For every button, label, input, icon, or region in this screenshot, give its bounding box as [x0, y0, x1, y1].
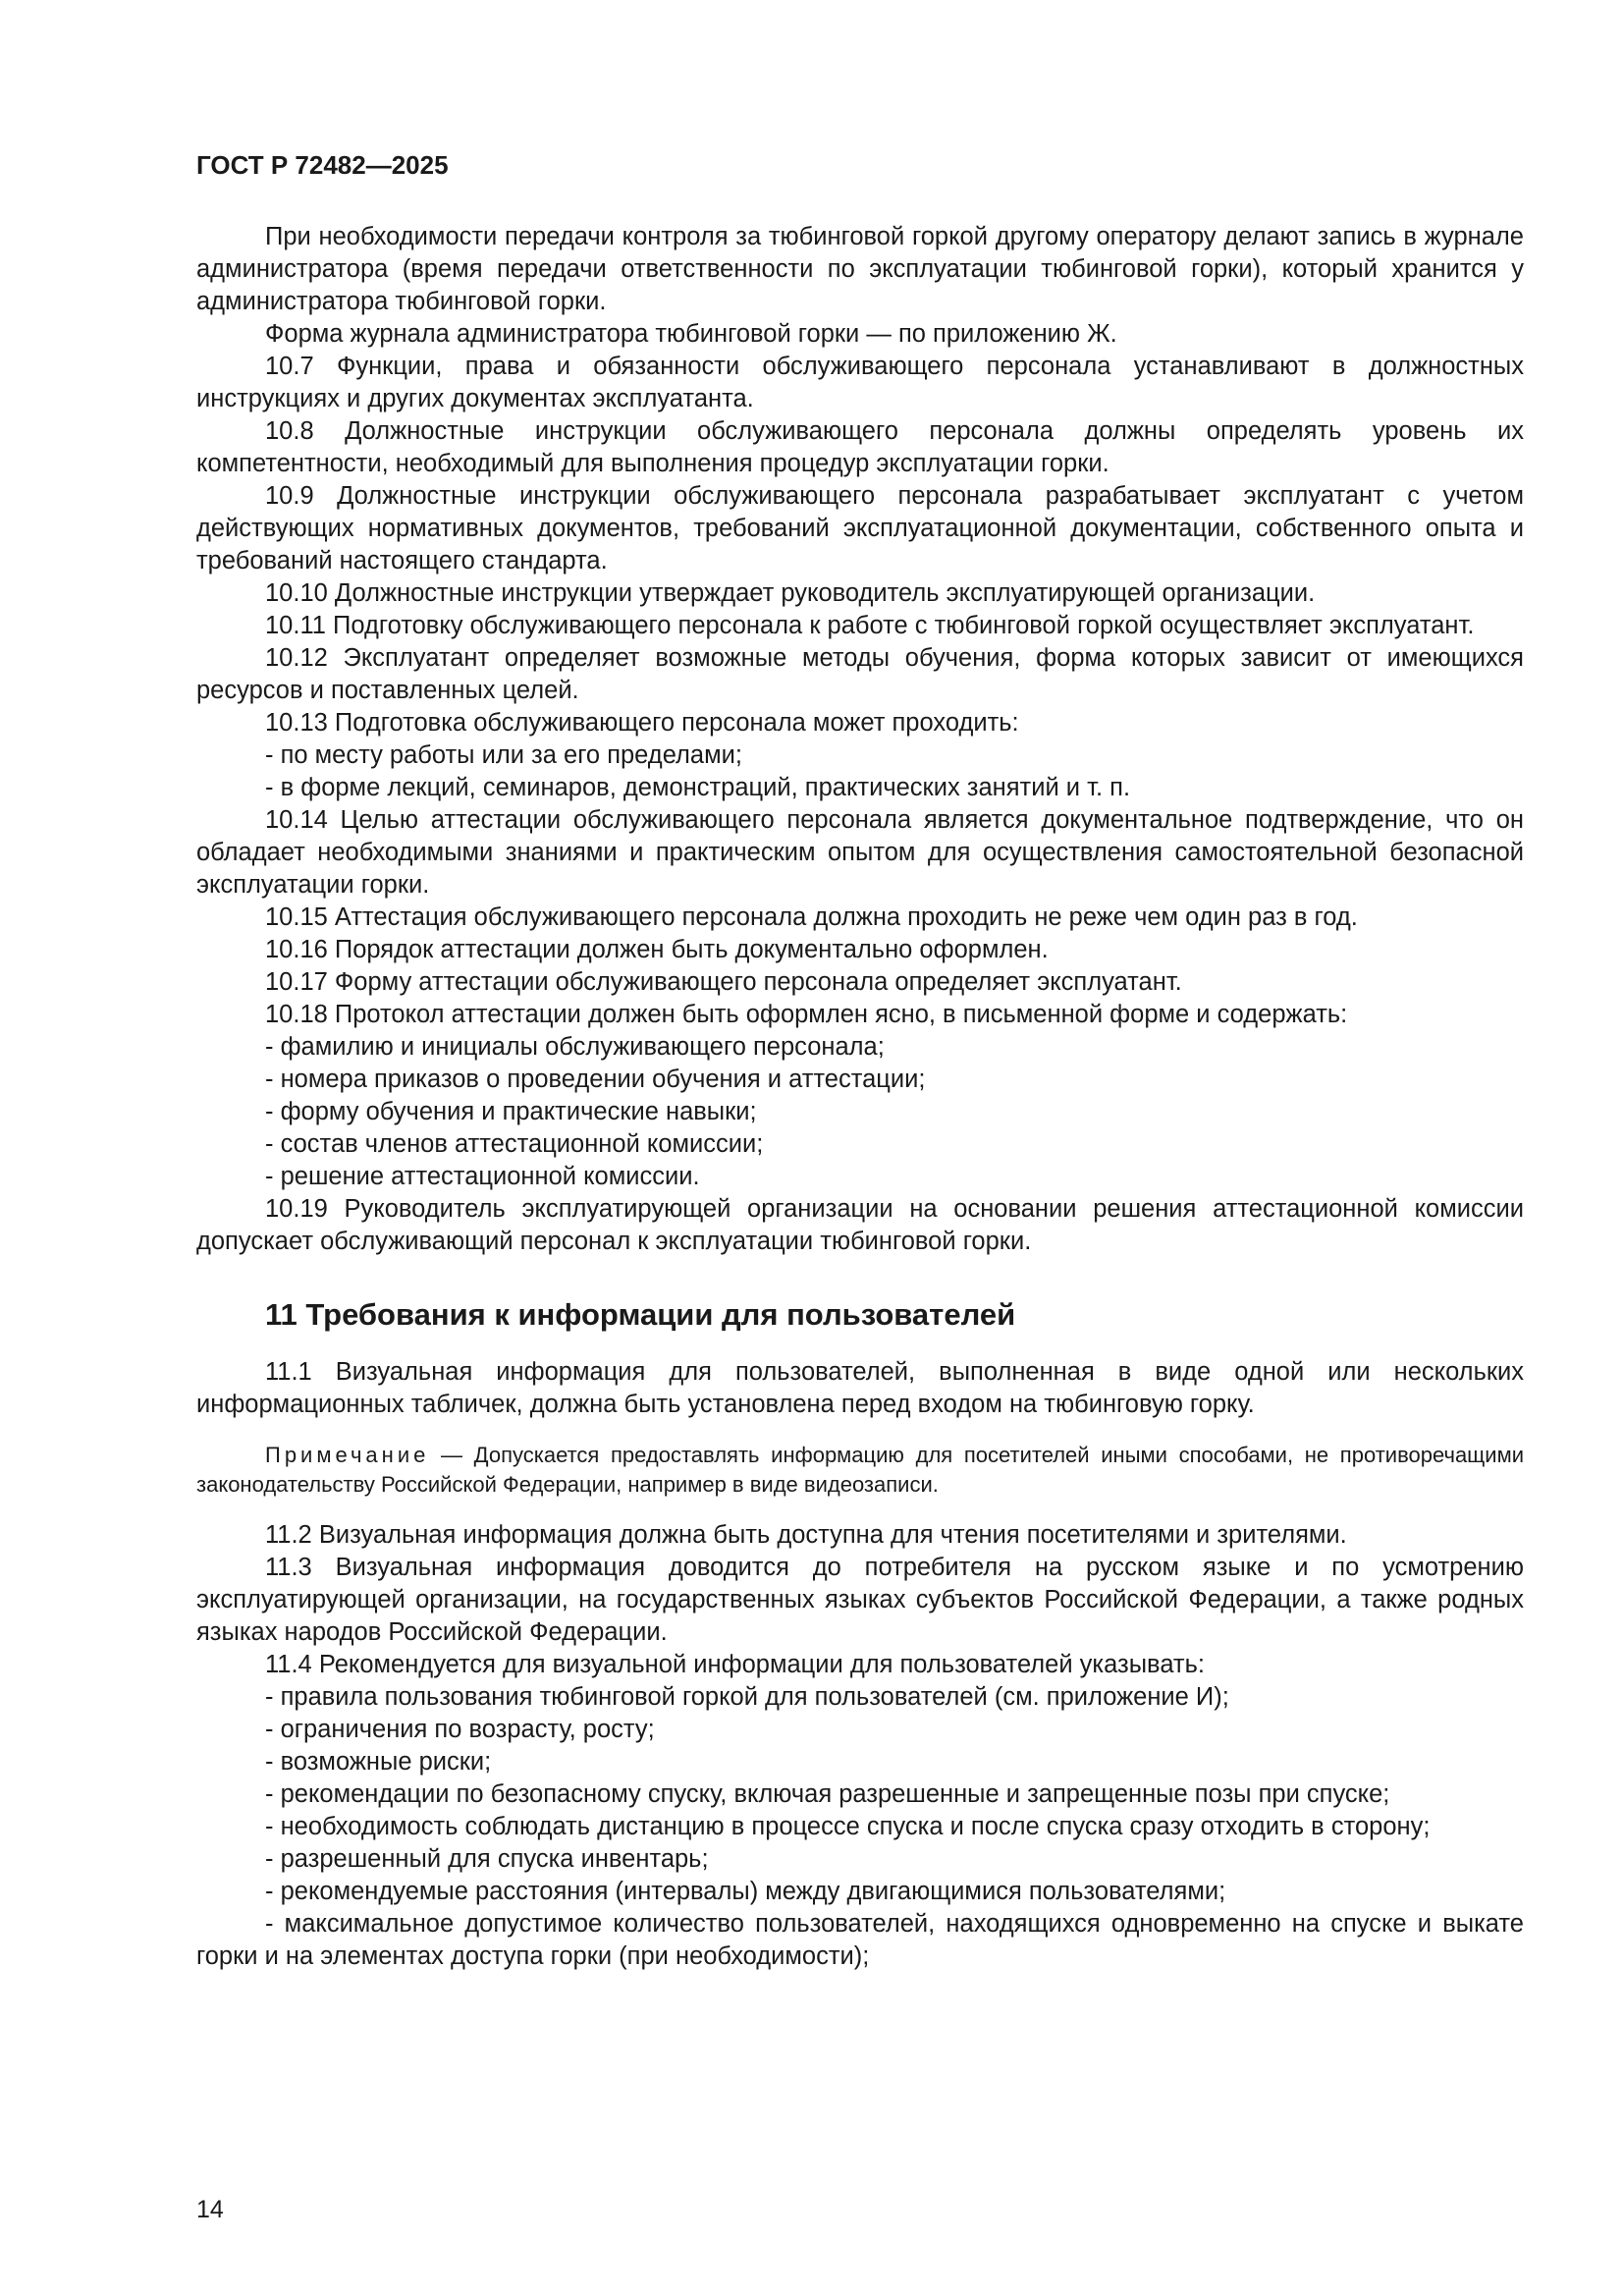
- paragraph-10-18: 10.18 Протокол аттестации должен быть оформлен ясно, в письменной форме и содержать:: [265, 1001, 1348, 1028]
- list-item: - рекомендации по безопасному спуску, включая разрешенные и запрещенные позы при спуске;: [265, 1780, 1390, 1808]
- paragraph-11-2: 11.2 Визуальная информация должна быть доступна для чтения посетителями и зрителями.: [265, 1521, 1347, 1549]
- paragraph-10-7: 10.7 Функции, права и обязанности обслуживающего персонала устанавливают в должностных инструкциях и других документах эксплуатанта.: [196, 353, 1524, 412]
- note: [196, 1441, 1524, 1500]
- page-number: 14: [196, 2196, 224, 2223]
- section-heading: 11 Требования к информации для пользователей: [265, 1297, 1016, 1332]
- paragraph-10-8: 10.8 Должностные инструкции обслуживающего персонала должны определять уровень их компетентности, необходимый для выполнения процедур эксплуатации горки.: [196, 417, 1524, 477]
- paragraph-11-3: 11.3 Визуальная информация доводится до потребителя на русском языке и по усмотрению эксплуатирующей организации, на государственных языках субъектов Российской Федерации, а также родных языках народов Российской Федерации.: [196, 1554, 1524, 1646]
- list-item: - состав членов аттестационной комиссии;: [265, 1130, 764, 1158]
- list-item: - ограничения по возрасту, росту;: [265, 1716, 655, 1743]
- document-header: ГОСТ Р 72482—2025: [196, 150, 449, 180]
- list-item: - необходимость соблюдать дистанцию в процессе спуска и после спуска сразу отходить в сторону;: [265, 1813, 1431, 1840]
- paragraph-10-12: 10.12 Эксплуатант определяет возможные методы обучения, форма которых зависит от имеющихся ресурсов и поставленных целей.: [196, 644, 1524, 704]
- note-label: Примечание: [265, 1443, 430, 1467]
- list-item: - максимальное допустимое количество пользователей, находящихся одновременно на спуске и выкате горки и на элементах доступа горки (при необходимости);: [196, 1910, 1524, 1970]
- list-item: - фамилию и инициалы обслуживающего персонала;: [265, 1033, 885, 1061]
- list-item: - возможные риски;: [265, 1748, 492, 1776]
- paragraph-10-11: 10.11 Подготовку обслуживающего персонала к работе с тюбинговой горкой осуществляет эксплуатант.: [265, 612, 1475, 639]
- document-page: [196, 149, 1524, 1973]
- list-item: - рекомендуемые расстояния (интервалы) между двигающимися пользователями;: [265, 1878, 1226, 1905]
- paragraph-10-13: 10.13 Подготовка обслуживающего персонала может проходить:: [265, 709, 1019, 737]
- list-item: - правила пользования тюбинговой горкой для пользователей (см. приложение И);: [265, 1683, 1229, 1711]
- list-item: - разрешенный для спуска инвентарь;: [265, 1845, 709, 1873]
- list-item: - в форме лекций, семинаров, демонстраций, практических занятий и т. п.: [265, 774, 1131, 801]
- paragraph-10-16: 10.16 Порядок аттестации должен быть документально оформлен.: [265, 936, 1049, 963]
- paragraph-10-17: 10.17 Форму аттестации обслуживающего персонала определяет эксплуатант.: [265, 968, 1182, 996]
- paragraph-11-1: 11.1 Визуальная информация для пользователей, выполненная в виде одной или нескольких информационных табличек, должна быть установлена перед входом на тюбинговую горку.: [196, 1358, 1524, 1418]
- paragraph-10-15: 10.15 Аттестация обслуживающего персонала должна проходить не реже чем один раз в год.: [265, 903, 1358, 931]
- paragraph-10-10: 10.10 Должностные инструкции утверждает руководитель эксплуатирующей организации.: [265, 579, 1316, 607]
- list-item: - по месту работы или за его пределами;: [265, 741, 742, 769]
- note-text: — Допускается предоставлять информацию для посетителей иными способами, не противоречащими законодательству Российской Федерации, например в виде видеозаписи.: [196, 1443, 1524, 1497]
- paragraph: При необходимости передачи контроля за тюбинговой горкой другому оператору делают запись в журнале администратора (время передачи ответственности по эксплуатации тюбинговой горки), который хранится у администратора тюбинговой горки.: [196, 223, 1524, 315]
- list-item: - форму обучения и практические навыки;: [265, 1098, 757, 1125]
- paragraph-10-14: 10.14 Целью аттестации обслуживающего персонала является документальное подтверждение, что он обладает необходимыми знаниями и практическим опытом для осуществления самостоятельной безопасной эксплуатации горки.: [196, 806, 1524, 899]
- paragraph-10-9: 10.9 Должностные инструкции обслуживающего персонала разрабатывает эксплуатант с учетом действующих нормативных документов, требований эксплуатационной документации, собственного опыта и требований настоящего стандарта.: [196, 482, 1524, 574]
- paragraph-10-19: 10.19 Руководитель эксплуатирующей организации на основании решения аттестационной комиссии допускает обслуживающий персонал к эксплуатации тюбинговой горки.: [196, 1195, 1524, 1255]
- list-item: - решение аттестационной комиссии.: [265, 1163, 700, 1190]
- paragraph: Форма журнала администратора тюбинговой горки — по приложению Ж.: [265, 320, 1117, 348]
- list-item: - номера приказов о проведении обучения и аттестации;: [265, 1066, 926, 1093]
- paragraph-11-4: 11.4 Рекомендуется для визуальной информации для пользователей указывать:: [265, 1651, 1205, 1678]
